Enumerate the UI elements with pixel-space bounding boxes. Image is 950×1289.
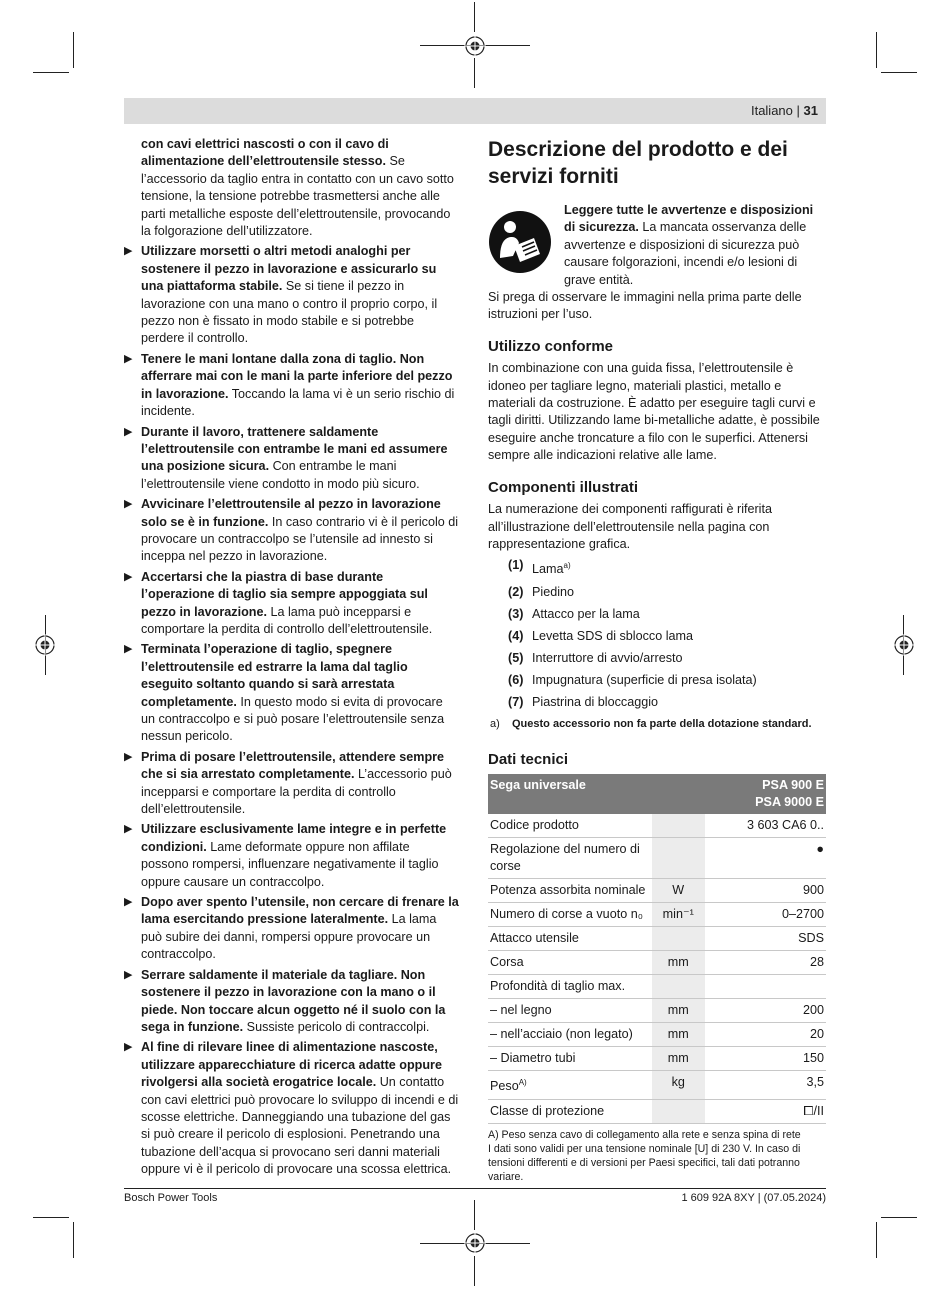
table-row bbox=[488, 838, 826, 879]
table-row bbox=[488, 1023, 826, 1047]
safety-item-text: Sussiste pericolo di contraccolpi. bbox=[243, 1019, 430, 1034]
row-unit bbox=[652, 975, 705, 999]
footer-rule bbox=[124, 1188, 826, 1189]
safety-item bbox=[124, 749, 460, 819]
safety-item-bold: Utilizzare morsetti o altri metodi analoghi per sostenere il pezzo in lavorazione e assicurarlo su una piattaforma stabile. bbox=[141, 244, 437, 294]
components-footnote bbox=[488, 716, 826, 733]
footnote-text: Questo accessorio non fa parte della dotazione standard. bbox=[512, 717, 812, 730]
footer-docnumber: 1 609 92A 8XY | (07.05.2024) bbox=[681, 1192, 826, 1204]
tech-table-header bbox=[488, 774, 826, 814]
component-number: (7) bbox=[508, 694, 524, 709]
bullet-arrow-icon: ▶ bbox=[124, 750, 133, 763]
table-row bbox=[488, 1099, 826, 1123]
safety-item-bold: Al fine di rilevare linee di alimentazione nascoste, utilizzare apparecchiature di ricerca adatte oppure rivolgersi alla società erogatrice locale. bbox=[141, 1040, 442, 1090]
registration-mark-icon bbox=[34, 634, 56, 656]
crop-mark bbox=[876, 32, 877, 68]
component-number: (2) bbox=[508, 584, 524, 599]
header-separator: | bbox=[796, 103, 800, 118]
crop-mark bbox=[881, 1217, 917, 1218]
safety-item bbox=[124, 821, 460, 891]
row-footnote-ref: A) bbox=[518, 1078, 527, 1088]
tech-table-head-left: Sega universale bbox=[488, 774, 705, 814]
table-row bbox=[488, 903, 826, 927]
components-text: La numerazione dei componenti raffigurati è riferita all’illustrazione dell’elettroutensile nella pagina con rappresentazione grafica. bbox=[488, 502, 772, 551]
intended-use-text: In combinazione con una guida fissa, l’elettroutensile è idoneo per tagliare legno, materiali plastici, metallo e materiali da costruzione. È adatto per eseguire tagli curvi e tagli diritti. Utilizzando lame bi-metalliche adatte, è possibile eseguire anche troncature a filo con le superfici. Attenersi sempre alle indicazioni relative alle lame. bbox=[488, 361, 820, 463]
component-number: (3) bbox=[508, 606, 524, 621]
warning-bold: Leggere tutte le avvertenze e disposizioni di sicurezza. bbox=[564, 203, 814, 235]
row-unit bbox=[652, 1099, 705, 1123]
table-row bbox=[488, 927, 826, 951]
footnote-label: a) bbox=[490, 717, 500, 730]
row-value: ● bbox=[705, 838, 826, 879]
component-label: Levetta SDS di sblocco lama bbox=[532, 628, 694, 643]
component-label: Piedino bbox=[532, 584, 575, 599]
table-row bbox=[488, 999, 826, 1023]
row-value: 200 bbox=[705, 999, 826, 1023]
row-unit bbox=[652, 838, 705, 879]
bullet-arrow-icon: ▶ bbox=[124, 245, 133, 258]
safety-item-bold: Tenere le mani lontane dalla zona di taglio. Non afferrare mai con le mani la parte inferiore del pezzo in lavorazione. bbox=[141, 351, 453, 401]
table-row bbox=[488, 975, 826, 999]
row-unit: W bbox=[652, 879, 705, 903]
safety-item-text: Toccando la lama vi è un serio rischio di incidente. bbox=[141, 386, 455, 419]
component-label: Attacco per la lama bbox=[532, 606, 640, 621]
row-label: Peso$^{A)}$ bbox=[488, 1071, 652, 1099]
safety-item-bold: Utilizzare esclusivamente lame integre e in perfette condizioni. bbox=[141, 822, 447, 854]
safety-item-bold: Accertarsi che la piastra di base durante l’operazione di taglio sia sempre appoggiata sul pezzo in lavorazione. bbox=[141, 569, 428, 619]
component-label: Impugnatura (superficie di presa isolata) bbox=[532, 672, 757, 687]
component-footnote-ref: a) bbox=[563, 561, 571, 571]
row-label: Regolazione del numero di corse bbox=[488, 838, 652, 879]
safety-item bbox=[124, 243, 460, 347]
safety-list bbox=[124, 243, 460, 1178]
row-value: 150 bbox=[705, 1047, 826, 1071]
component-item bbox=[488, 694, 826, 711]
safety-item-bold: Terminata l’operazione di taglio, spegnere l’elettroutensile ed estrarre la lama dal taglio eseguito soltanto quando si sarà arrestata completamente. bbox=[141, 642, 408, 709]
safety-item-bold: Avvicinare l’elettroutensile al pezzo in lavorazione solo se è in funzione. bbox=[141, 497, 441, 529]
safety-item bbox=[124, 424, 460, 494]
safety-item bbox=[124, 351, 460, 421]
safety-item-text: Con entrambe le mani l’elettroutensile viene condotto in modo più sicuro. bbox=[141, 459, 420, 491]
bullet-arrow-icon: ▶ bbox=[124, 643, 133, 656]
crop-mark bbox=[73, 1222, 74, 1258]
row-unit: min⁻¹ bbox=[652, 903, 705, 927]
row-label: Profondità di taglio max. bbox=[488, 975, 652, 999]
safety-item-text: Lame deformate oppure non affilate possono rompersi, influenzare negativamente il taglio oppure causare un contraccolpo. bbox=[141, 839, 439, 889]
bullet-arrow-icon: ▶ bbox=[124, 570, 133, 583]
component-label: Interruttore di avvio/arresto bbox=[532, 650, 683, 665]
row-value: 3 603 CA6 0.. bbox=[705, 814, 826, 838]
bullet-arrow-icon: ▶ bbox=[124, 968, 133, 981]
component-item bbox=[488, 606, 826, 623]
model-name: PSA 900 E bbox=[762, 778, 824, 793]
read-manual-icon bbox=[488, 210, 552, 274]
registration-mark-icon bbox=[464, 35, 486, 57]
component-label: Lama bbox=[532, 562, 564, 577]
registration-mark-icon bbox=[464, 1232, 486, 1254]
safety-item-bold: Serrare saldamente il materiale da tagliare. Non sostenere il pezzo in lavorazione con la mano o il piede. Non toccare alcun oggetto né il suolo con la sega in funzione. bbox=[141, 967, 446, 1034]
row-label: – Diametro tubi bbox=[488, 1047, 652, 1071]
row-unit: kg bbox=[652, 1071, 705, 1099]
row-unit: mm bbox=[652, 999, 705, 1023]
row-label: Numero di corse a vuoto n₀ bbox=[488, 903, 652, 927]
safety-item-text: La lama può incepparsi e comportare la perdita di controllo dell’elettroutensile. bbox=[141, 604, 433, 636]
table-row bbox=[488, 879, 826, 903]
tech-table bbox=[488, 774, 826, 1123]
page-number: 31 bbox=[803, 103, 818, 118]
table-row bbox=[488, 814, 826, 838]
component-item bbox=[488, 650, 826, 667]
component-number: (5) bbox=[508, 650, 524, 665]
crop-mark bbox=[881, 72, 917, 73]
component-item bbox=[488, 672, 826, 689]
component-label: Piastrina di bloccaggio bbox=[532, 694, 659, 709]
safety-item bbox=[124, 641, 460, 745]
table-row bbox=[488, 1071, 826, 1099]
component-item bbox=[488, 557, 826, 579]
safety-item-text: Se si tiene il pezzo in lavorazione con una mano o contro il proprio corpo, il pezzo non è fissato in modo stabile e si potrebbe perdere il controllo. bbox=[141, 279, 438, 346]
row-value: SDS bbox=[705, 927, 826, 951]
row-unit: mm bbox=[652, 1023, 705, 1047]
warning-text: La mancata osservanza delle avvertenze e disposizioni di sicurezza può causare folgorazioni, incendi e/o lesioni di grave entità. bbox=[564, 220, 807, 287]
row-unit: mm bbox=[652, 1047, 705, 1071]
bullet-arrow-icon: ▶ bbox=[124, 1041, 133, 1054]
note-paragraph: Si prega di osservare le immagini nella prima parte delle istruzioni per l’uso. bbox=[488, 290, 802, 322]
model-name: PSA 9000 E bbox=[755, 795, 824, 810]
intro-paragraph bbox=[124, 136, 460, 240]
component-number: (4) bbox=[508, 628, 524, 643]
page-header bbox=[124, 98, 826, 124]
safety-item-text: La lama può subire dei danni, rompersi oppure provocare un contraccolpo. bbox=[141, 912, 437, 962]
row-value: 20 bbox=[705, 1023, 826, 1047]
component-item bbox=[488, 584, 826, 601]
component-item bbox=[488, 628, 826, 645]
row-label: – nell’acciaio (non legato) bbox=[488, 1023, 652, 1047]
safety-item-bold: Dopo aver spento l’utensile, non cercare di frenare la lama esercitando pressione lateralmente. bbox=[141, 895, 459, 927]
row-value: ⧠/II bbox=[705, 1099, 826, 1123]
row-label: – nel legno bbox=[488, 999, 652, 1023]
right-column bbox=[488, 136, 826, 1184]
footer-brand: Bosch Power Tools bbox=[124, 1192, 218, 1204]
safety-item-text: Un contatto con cavi elettrici può provocare lo sviluppo di incendi e di scosse elettriche. Danneggiando una tubazione del gas si può creare il pericolo di esplosioni. Penetrando una tubazione dell’acqua si provocano seri danni materiali oppure vi è il pericolo di provocare una scossa elettrica. bbox=[141, 1075, 459, 1177]
safety-item-text: L’accessorio può incepparsi e comportare la perdita di controllo dell’elettroutensile. bbox=[141, 767, 452, 817]
row-unit bbox=[652, 814, 705, 838]
crop-mark bbox=[474, 58, 475, 88]
section-title: Descrizione del prodotto e dei servizi forniti bbox=[488, 138, 788, 188]
bullet-arrow-icon: ▶ bbox=[124, 498, 133, 511]
crop-mark bbox=[474, 2, 475, 32]
safety-item-text: In questo modo si evita di provocare un contraccolpo e si può posare l’elettroutensile senza nessun pericolo. bbox=[141, 694, 445, 744]
safety-item bbox=[124, 894, 460, 964]
row-value: 3,5 bbox=[705, 1071, 826, 1099]
components-list bbox=[488, 557, 826, 711]
safety-item-bold: Durante il lavoro, trattenere saldamente l’elettroutensile con entrambe le mani ed assumere una posizione sicura. bbox=[141, 424, 448, 474]
safety-item bbox=[124, 1039, 460, 1178]
safety-item-text: In caso contrario vi è il pericolo di provocare un contraccolpo se l’utensile ad innesto si inceppa nel pezzo in lavorazione. bbox=[141, 514, 459, 564]
registration-mark-icon bbox=[893, 634, 915, 656]
row-unit: mm bbox=[652, 951, 705, 975]
row-value: 0–2700 bbox=[705, 903, 826, 927]
tech-table-body bbox=[488, 814, 826, 1123]
row-label: Codice prodotto bbox=[488, 814, 652, 838]
component-number: (6) bbox=[508, 672, 524, 687]
bullet-arrow-icon: ▶ bbox=[124, 425, 133, 438]
components-heading: Componenti illustrati bbox=[488, 478, 638, 496]
table-note-b: I dati sono validi per una tensione nominale [U] di 230 V. In caso di tensioni differenti e di versioni per Paesi specifici, tali dati potranno variare. bbox=[488, 1142, 801, 1183]
safety-item-bold: Prima di posare l’elettroutensile, attendere sempre che si sia arrestato completamente. bbox=[141, 749, 445, 782]
crop-mark bbox=[73, 32, 74, 68]
crop-mark bbox=[33, 1217, 69, 1218]
safety-item bbox=[124, 496, 460, 566]
crop-mark bbox=[876, 1222, 877, 1258]
tech-table-head-right bbox=[705, 774, 826, 814]
table-row bbox=[488, 1047, 826, 1071]
table-note-a: A) Peso senza cavo di collegamento alla rete e senza spina di rete bbox=[488, 1128, 801, 1141]
intro-bold: con cavi elettrici nascosti o con il cavo di alimentazione dell’elettroutensile stesso. bbox=[141, 137, 389, 169]
row-value: 900 bbox=[705, 879, 826, 903]
row-value bbox=[705, 975, 826, 999]
safety-item bbox=[124, 967, 460, 1037]
crop-mark bbox=[474, 1200, 475, 1230]
table-row bbox=[488, 951, 826, 975]
safety-item bbox=[124, 569, 460, 639]
tech-heading: Dati tecnici bbox=[488, 750, 569, 768]
bullet-arrow-icon: ▶ bbox=[124, 823, 133, 836]
row-label: Attacco utensile bbox=[488, 927, 652, 951]
bullet-arrow-icon: ▶ bbox=[124, 352, 133, 365]
header-text bbox=[751, 103, 818, 118]
row-label: Classe di protezione bbox=[488, 1099, 652, 1123]
left-column bbox=[124, 136, 460, 1179]
row-unit bbox=[652, 927, 705, 951]
crop-mark bbox=[33, 72, 69, 73]
bullet-arrow-icon: ▶ bbox=[124, 896, 133, 909]
row-label: Corsa bbox=[488, 951, 652, 975]
intro-text: Se l’accessorio da taglio entra in contatto con un cavo sotto tensione, la tensione potrebbe trasmettersi anche alle parti metalliche esposte dell’elettroutensile, provocando la folgorazione dell’utilizzatore. bbox=[141, 154, 454, 239]
warning-block bbox=[488, 202, 826, 289]
crop-mark bbox=[474, 1256, 475, 1286]
component-number: (1) bbox=[508, 558, 524, 573]
intended-use-heading: Utilizzo conforme bbox=[488, 337, 614, 355]
row-label: Potenza assorbita nominale bbox=[488, 879, 652, 903]
header-language: Italiano bbox=[750, 103, 793, 118]
row-value: 28 bbox=[705, 951, 826, 975]
